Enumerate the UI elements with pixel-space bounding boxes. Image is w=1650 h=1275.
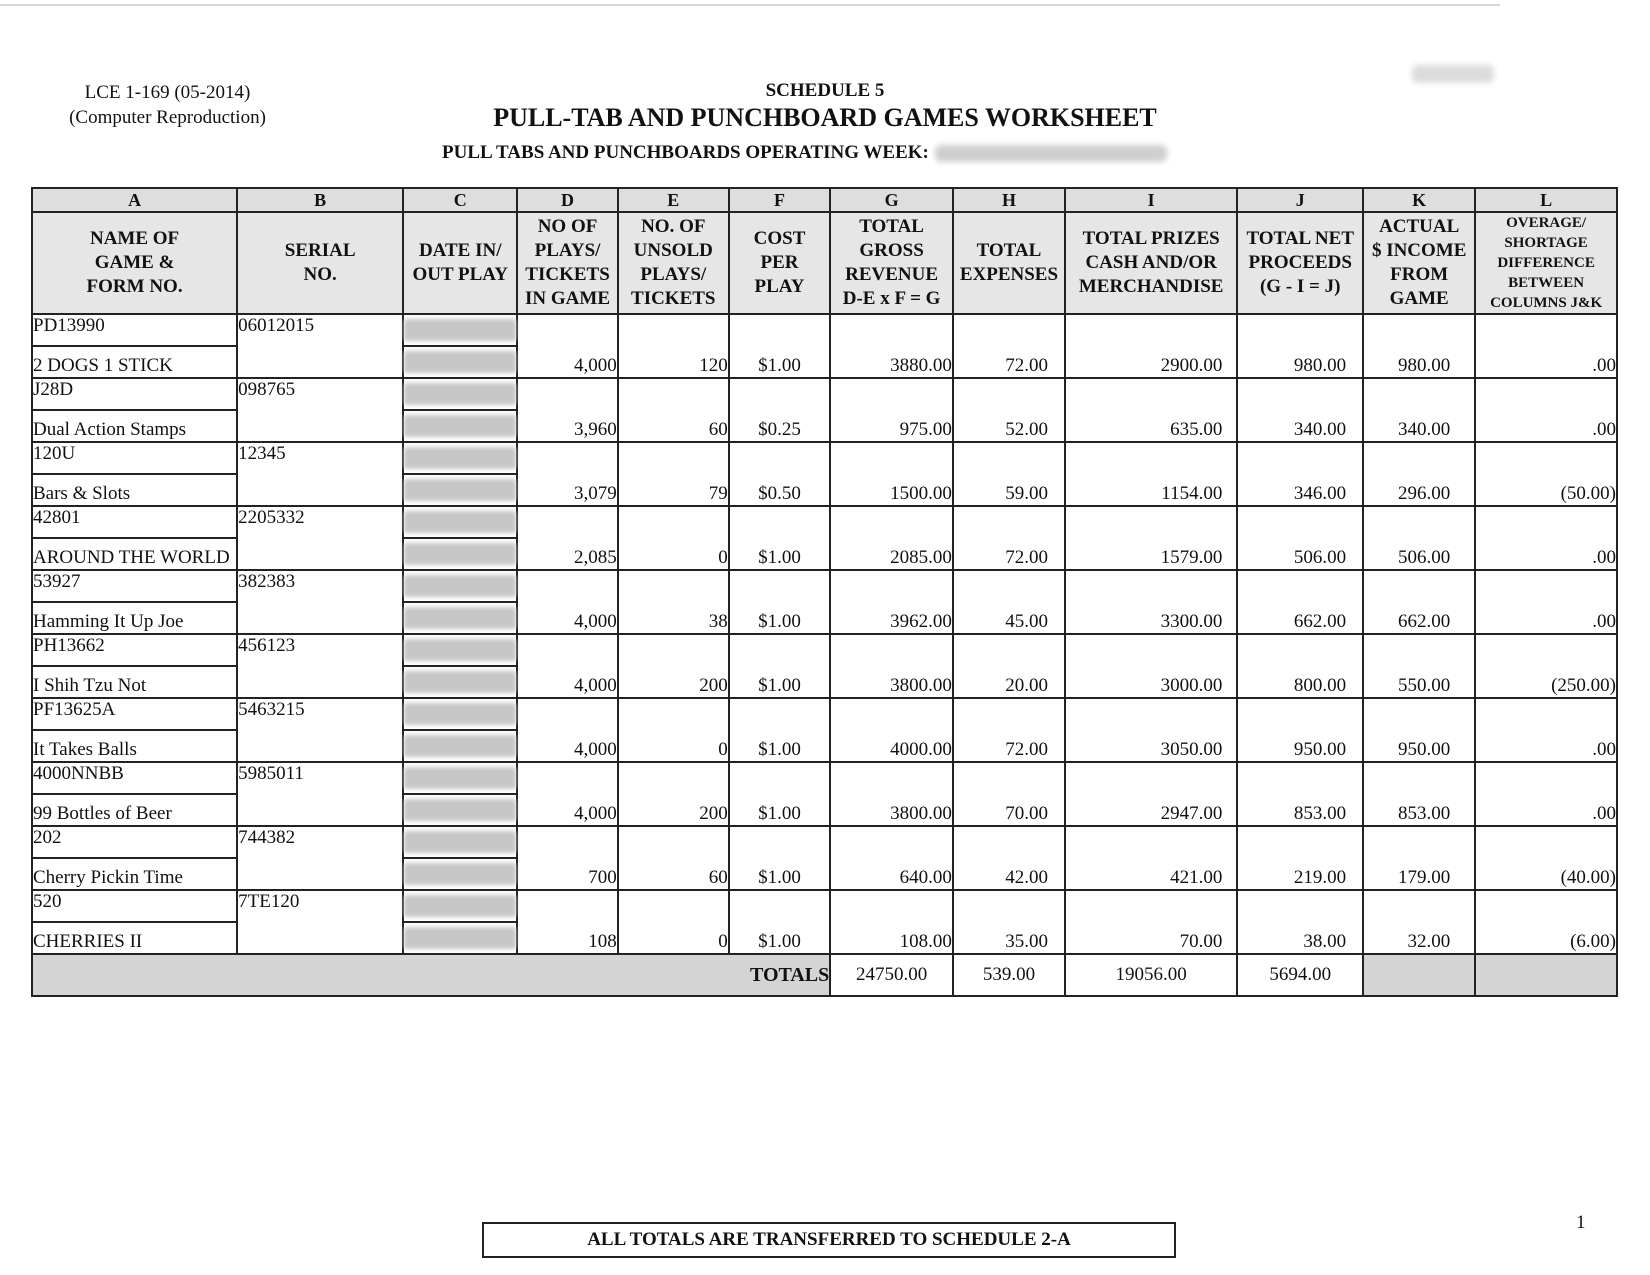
redacted-date: [404, 799, 516, 821]
column-header-line: GAME &: [94, 252, 175, 273]
redacted-date: [404, 863, 516, 885]
overage-shortage: .00: [1475, 762, 1617, 826]
actual-income: 853.00: [1363, 762, 1475, 826]
game-name: [32, 474, 237, 506]
redacted-date: [404, 831, 516, 853]
serial-number: 744382: [237, 826, 403, 890]
total-expenses: 539.00: [953, 954, 1065, 996]
cost-per-play: $1.00: [729, 570, 831, 634]
unsold-plays: 0: [618, 890, 729, 954]
cost-per-play: $1.00: [729, 890, 831, 954]
column-header-line: $ INCOME: [1371, 240, 1467, 261]
overage-shortage: .00: [1475, 506, 1617, 570]
column-header-line: FORM NO.: [86, 276, 183, 297]
unsold-plays: 79: [618, 442, 729, 506]
form-number: LCE 1-169 (05-2014): [84, 82, 251, 103]
actual-income: 950.00: [1363, 698, 1475, 762]
game-form-number: 520: [32, 890, 237, 922]
expenses: 70.00: [953, 762, 1065, 826]
redacted-date: [404, 927, 516, 949]
net-proceeds: 340.00: [1237, 378, 1363, 442]
cost-per-play: $1.00: [729, 314, 831, 378]
column-header-a: [32, 212, 237, 314]
serial-number: 2205332: [237, 506, 403, 570]
overage-shortage: .00: [1475, 314, 1617, 378]
page-title: PULL-TAB AND PUNCHBOARD GAMES WORKSHEET: [493, 103, 1157, 132]
actual-income: 296.00: [1363, 442, 1475, 506]
unsold-plays: 200: [618, 762, 729, 826]
total-difference-empty: [1475, 954, 1617, 996]
schedule-label: SCHEDULE 5: [765, 80, 885, 101]
column-header-h: [953, 212, 1065, 314]
serial-number: 5985011: [237, 762, 403, 826]
top-scan-line: [0, 4, 1500, 6]
unsold-plays: 0: [618, 698, 729, 762]
overage-shortage: (50.00): [1475, 442, 1617, 506]
redacted-date: [404, 895, 516, 917]
expenses: 35.00: [953, 890, 1065, 954]
game-name: [32, 666, 237, 698]
column-header-row: [32, 212, 1617, 314]
redacted-date: [404, 575, 516, 597]
column-header-line: TOTAL PRIZES: [1082, 228, 1220, 249]
column-letter-g: G: [830, 188, 953, 212]
redacted-date: [404, 319, 516, 341]
column-header-k: [1363, 212, 1475, 314]
unsold-plays: 60: [618, 378, 729, 442]
date-out-cell: [403, 730, 517, 762]
column-header-line: (G - I = J): [1259, 276, 1341, 297]
actual-income: 506.00: [1363, 506, 1475, 570]
net-proceeds: 980.00: [1237, 314, 1363, 378]
unsold-plays: 60: [618, 826, 729, 890]
game-row: [32, 570, 1617, 602]
game-name-text: It Takes Balls: [33, 739, 137, 760]
game-name: [32, 858, 237, 890]
prizes: 3300.00: [1065, 570, 1237, 634]
game-row: [32, 762, 1617, 794]
redacted-date: [404, 735, 516, 757]
serial-number: 06012015: [237, 314, 403, 378]
redacted-date: [404, 351, 516, 373]
game-name-text: Cherry Pickin Time: [33, 867, 183, 888]
overage-shortage: (40.00): [1475, 826, 1617, 890]
expenses: 45.00: [953, 570, 1065, 634]
column-header-line: TOTAL: [976, 240, 1042, 261]
column-header-line: SERIAL: [284, 240, 356, 261]
redacted-date: [404, 671, 516, 693]
date-out-cell: [403, 922, 517, 954]
game-name-text: I Shih Tzu Not: [33, 675, 147, 696]
total-net-proceeds: 5694.00: [1237, 954, 1363, 996]
column-header-line: COLUMNS J&K: [1490, 295, 1603, 311]
date-out-cell: [403, 602, 517, 634]
date-in-cell: [403, 634, 517, 666]
game-name-text: Hamming It Up Joe: [33, 611, 184, 632]
game-row: [32, 826, 1617, 858]
prizes: 635.00: [1065, 378, 1237, 442]
actual-income: 340.00: [1363, 378, 1475, 442]
expenses: 59.00: [953, 442, 1065, 506]
redacted-date: [404, 383, 516, 405]
game-name-text: Bars & Slots: [33, 483, 131, 504]
column-header-line: FROM: [1390, 264, 1449, 285]
prizes: 2900.00: [1065, 314, 1237, 378]
column-letter-b: B: [237, 188, 403, 212]
serial-number: 12345: [237, 442, 403, 506]
transfer-note: ALL TOTALS ARE TRANSFERRED TO SCHEDULE 2-A: [482, 1222, 1176, 1258]
game-name-text: 2 DOGS 1 STICK: [33, 355, 173, 376]
expenses: 52.00: [953, 378, 1065, 442]
column-header-line: NO. OF: [641, 216, 706, 237]
game-name-text: Dual Action Stamps: [33, 419, 187, 440]
column-header-line: TICKETS: [631, 288, 716, 309]
column-header-b: [237, 212, 403, 314]
column-letter-c: C: [403, 188, 517, 212]
game-row: [32, 506, 1617, 538]
column-header-d: [517, 212, 617, 314]
cost-per-play: $1.00: [729, 826, 831, 890]
totals-label: TOTALS: [32, 954, 830, 996]
column-letter-d: D: [517, 188, 617, 212]
net-proceeds: 662.00: [1237, 570, 1363, 634]
gross-revenue: 3962.00: [830, 570, 953, 634]
expenses: 20.00: [953, 634, 1065, 698]
column-header-line: SHORTAGE: [1504, 235, 1588, 251]
plays-in-game: 4,000: [517, 314, 617, 378]
column-header-line: MERCHANDISE: [1078, 276, 1224, 297]
column-header-line: REVENUE: [845, 264, 939, 285]
redacted-date: [404, 639, 516, 661]
overage-shortage: .00: [1475, 378, 1617, 442]
date-in-cell: [403, 826, 517, 858]
date-out-cell: [403, 346, 517, 378]
game-row: [32, 890, 1617, 922]
prizes: 3000.00: [1065, 634, 1237, 698]
net-proceeds: 950.00: [1237, 698, 1363, 762]
net-proceeds: 800.00: [1237, 634, 1363, 698]
game-name-text: AROUND THE WORL: [33, 547, 216, 568]
game-name: [32, 730, 237, 762]
column-header-line: NO.: [303, 264, 337, 285]
column-header-line: DIFFERENCE: [1497, 255, 1595, 271]
expenses: 42.00: [953, 826, 1065, 890]
unsold-plays: 120: [618, 314, 729, 378]
operating-week: [442, 142, 1167, 164]
prizes: 1579.00: [1065, 506, 1237, 570]
cost-per-play: $1.00: [729, 506, 831, 570]
cost-per-play: $0.50: [729, 442, 831, 506]
game-form-number: 53927: [32, 570, 237, 602]
date-out-cell: [403, 538, 517, 570]
date-out-cell: [403, 666, 517, 698]
column-header-c: [403, 212, 517, 314]
gross-revenue: 640.00: [830, 826, 953, 890]
redacted-date: [404, 703, 516, 725]
date-out-cell: [403, 474, 517, 506]
operating-week-label: PULL TABS AND PUNCHBOARDS OPERATING WEEK:: [442, 142, 929, 163]
date-out-cell: [403, 858, 517, 890]
actual-income: 550.00: [1363, 634, 1475, 698]
game-form-number: 4000NNBB: [32, 762, 237, 794]
game-name: [32, 538, 237, 570]
worksheet-body: [32, 314, 1617, 954]
worksheet-table: [31, 187, 1618, 997]
serial-number: 7TE120: [237, 890, 403, 954]
gross-revenue: 975.00: [830, 378, 953, 442]
game-row: [32, 442, 1617, 474]
column-header-line: D-E x F = G: [842, 288, 941, 309]
column-header-line: BETWEEN: [1508, 275, 1585, 291]
net-proceeds: 506.00: [1237, 506, 1363, 570]
plays-in-game: 108: [517, 890, 617, 954]
prizes: 421.00: [1065, 826, 1237, 890]
unsold-plays: 38: [618, 570, 729, 634]
expenses: 72.00: [953, 506, 1065, 570]
column-header-line: TOTAL: [859, 216, 924, 237]
overage-shortage: .00: [1475, 570, 1617, 634]
game-name: [32, 346, 237, 378]
total-gross-revenue: 24750.00: [830, 954, 953, 996]
redacted-week-dates: [935, 145, 1167, 162]
overage-shortage: .00: [1475, 698, 1617, 762]
gross-revenue: 3880.00: [830, 314, 953, 378]
actual-income: 179.00: [1363, 826, 1475, 890]
redacted-date: [404, 543, 516, 565]
cost-per-play: $0.25: [729, 378, 831, 442]
redacted-date: [404, 479, 516, 501]
column-header-line: GAME: [1389, 288, 1449, 309]
date-in-cell: [403, 506, 517, 538]
column-header-line: PLAYS/: [534, 240, 601, 261]
date-in-cell: [403, 378, 517, 410]
actual-income: 662.00: [1363, 570, 1475, 634]
column-header-line: GROSS: [859, 240, 924, 261]
column-header-line: EXPENSES: [959, 264, 1059, 285]
net-proceeds: 38.00: [1237, 890, 1363, 954]
column-header-line: TICKETS: [525, 264, 610, 285]
column-letter-k: K: [1363, 188, 1475, 212]
column-header-f: [729, 212, 831, 314]
column-header-l: [1475, 212, 1617, 314]
overage-shortage: (250.00): [1475, 634, 1617, 698]
game-name-text: CHERRIES II: [33, 931, 143, 952]
cost-per-play: $1.00: [729, 698, 831, 762]
column-letter-a: A: [32, 188, 237, 212]
column-header-line: CASH AND/OR: [1085, 252, 1217, 273]
game-row: [32, 314, 1617, 346]
column-header-i: [1065, 212, 1237, 314]
game-row: [32, 634, 1617, 666]
totals-row: [32, 954, 1617, 996]
game-name-overflow: D: [215, 547, 230, 568]
serial-number: 382383: [237, 570, 403, 634]
total-prizes: 19056.00: [1065, 954, 1237, 996]
date-in-cell: [403, 762, 517, 794]
net-proceeds: 853.00: [1237, 762, 1363, 826]
form-note: (Computer Reproduction): [69, 107, 266, 128]
game-row: [32, 378, 1617, 410]
column-header-line: UNSOLD: [633, 240, 713, 261]
cost-per-play: $1.00: [729, 634, 831, 698]
game-form-number: 120U: [32, 442, 237, 474]
gross-revenue: 3800.00: [830, 762, 953, 826]
game-form-number: PF13625A: [32, 698, 237, 730]
redacted-date: [404, 511, 516, 533]
column-letter-f: F: [729, 188, 831, 212]
net-proceeds: 346.00: [1237, 442, 1363, 506]
column-letter-j: J: [1237, 188, 1363, 212]
cost-per-play: $1.00: [729, 762, 831, 826]
column-header-j: [1237, 212, 1363, 314]
redacted-date: [404, 607, 516, 629]
column-header-line: TOTAL NET: [1246, 228, 1354, 249]
serial-number: 456123: [237, 634, 403, 698]
game-name: [32, 794, 237, 826]
column-header-line: IN GAME: [525, 288, 611, 309]
date-in-cell: [403, 570, 517, 602]
actual-income: 32.00: [1363, 890, 1475, 954]
gross-revenue: 1500.00: [830, 442, 953, 506]
gross-revenue: 3800.00: [830, 634, 953, 698]
column-header-line: NO OF: [537, 216, 598, 237]
plays-in-game: 3,960: [517, 378, 617, 442]
gross-revenue: 108.00: [830, 890, 953, 954]
page-number: 1: [1576, 1212, 1586, 1233]
game-form-number: J28D: [32, 378, 237, 410]
column-header-e: [618, 212, 729, 314]
actual-income: 980.00: [1363, 314, 1475, 378]
redacted-date: [404, 447, 516, 469]
date-in-cell: [403, 442, 517, 474]
plays-in-game: 2,085: [517, 506, 617, 570]
total-actual-income-empty: [1363, 954, 1475, 996]
serial-number: 098765: [237, 378, 403, 442]
prizes: 70.00: [1065, 890, 1237, 954]
redacted-date: [404, 415, 516, 437]
prizes: 3050.00: [1065, 698, 1237, 762]
game-name: [32, 410, 237, 442]
column-letter-h: H: [953, 188, 1065, 212]
prizes: 1154.00: [1065, 442, 1237, 506]
plays-in-game: 700: [517, 826, 617, 890]
column-header-g: [830, 212, 953, 314]
overage-shortage: (6.00): [1475, 890, 1617, 954]
expenses: 72.00: [953, 314, 1065, 378]
game-row: [32, 698, 1617, 730]
column-header-line: ACTUAL: [1379, 216, 1460, 237]
unsold-plays: 0: [618, 506, 729, 570]
date-out-cell: [403, 410, 517, 442]
plays-in-game: 3,079: [517, 442, 617, 506]
column-header-line: PLAY: [754, 276, 805, 297]
column-header-line: OVERAGE/: [1506, 215, 1587, 231]
column-header-line: OUT PLAY: [412, 264, 508, 285]
prizes: 2947.00: [1065, 762, 1237, 826]
column-letter-l: L: [1475, 188, 1617, 212]
date-out-cell: [403, 794, 517, 826]
column-header-line: PLAYS/: [640, 264, 707, 285]
column-letter-i: I: [1065, 188, 1237, 212]
game-form-number: 42801: [32, 506, 237, 538]
game-name: [32, 602, 237, 634]
serial-number: 5463215: [237, 698, 403, 762]
date-in-cell: [403, 698, 517, 730]
column-header-line: PROCEEDS: [1248, 252, 1352, 273]
column-header-line: NAME OF: [89, 228, 180, 249]
plays-in-game: 4,000: [517, 634, 617, 698]
plays-in-game: 4,000: [517, 570, 617, 634]
column-header-line: PER: [760, 252, 799, 273]
game-name-text: 99 Bottles of Beer: [33, 803, 172, 824]
redacted-date: [404, 767, 516, 789]
net-proceeds: 219.00: [1237, 826, 1363, 890]
expenses: 72.00: [953, 698, 1065, 762]
gross-revenue: 4000.00: [830, 698, 953, 762]
game-form-number: 202: [32, 826, 237, 858]
date-in-cell: [403, 314, 517, 346]
unsold-plays: 200: [618, 634, 729, 698]
game-form-number: PD13990: [32, 314, 237, 346]
column-header-line: DATE IN/: [418, 240, 502, 261]
game-form-number: PH13662: [32, 634, 237, 666]
column-letter-e: E: [618, 188, 729, 212]
plays-in-game: 4,000: [517, 762, 617, 826]
column-header-line: COST: [753, 228, 806, 249]
gross-revenue: 2085.00: [830, 506, 953, 570]
plays-in-game: 4,000: [517, 698, 617, 762]
column-letter-row: [32, 188, 1617, 212]
game-name: [32, 922, 237, 954]
date-in-cell: [403, 890, 517, 922]
